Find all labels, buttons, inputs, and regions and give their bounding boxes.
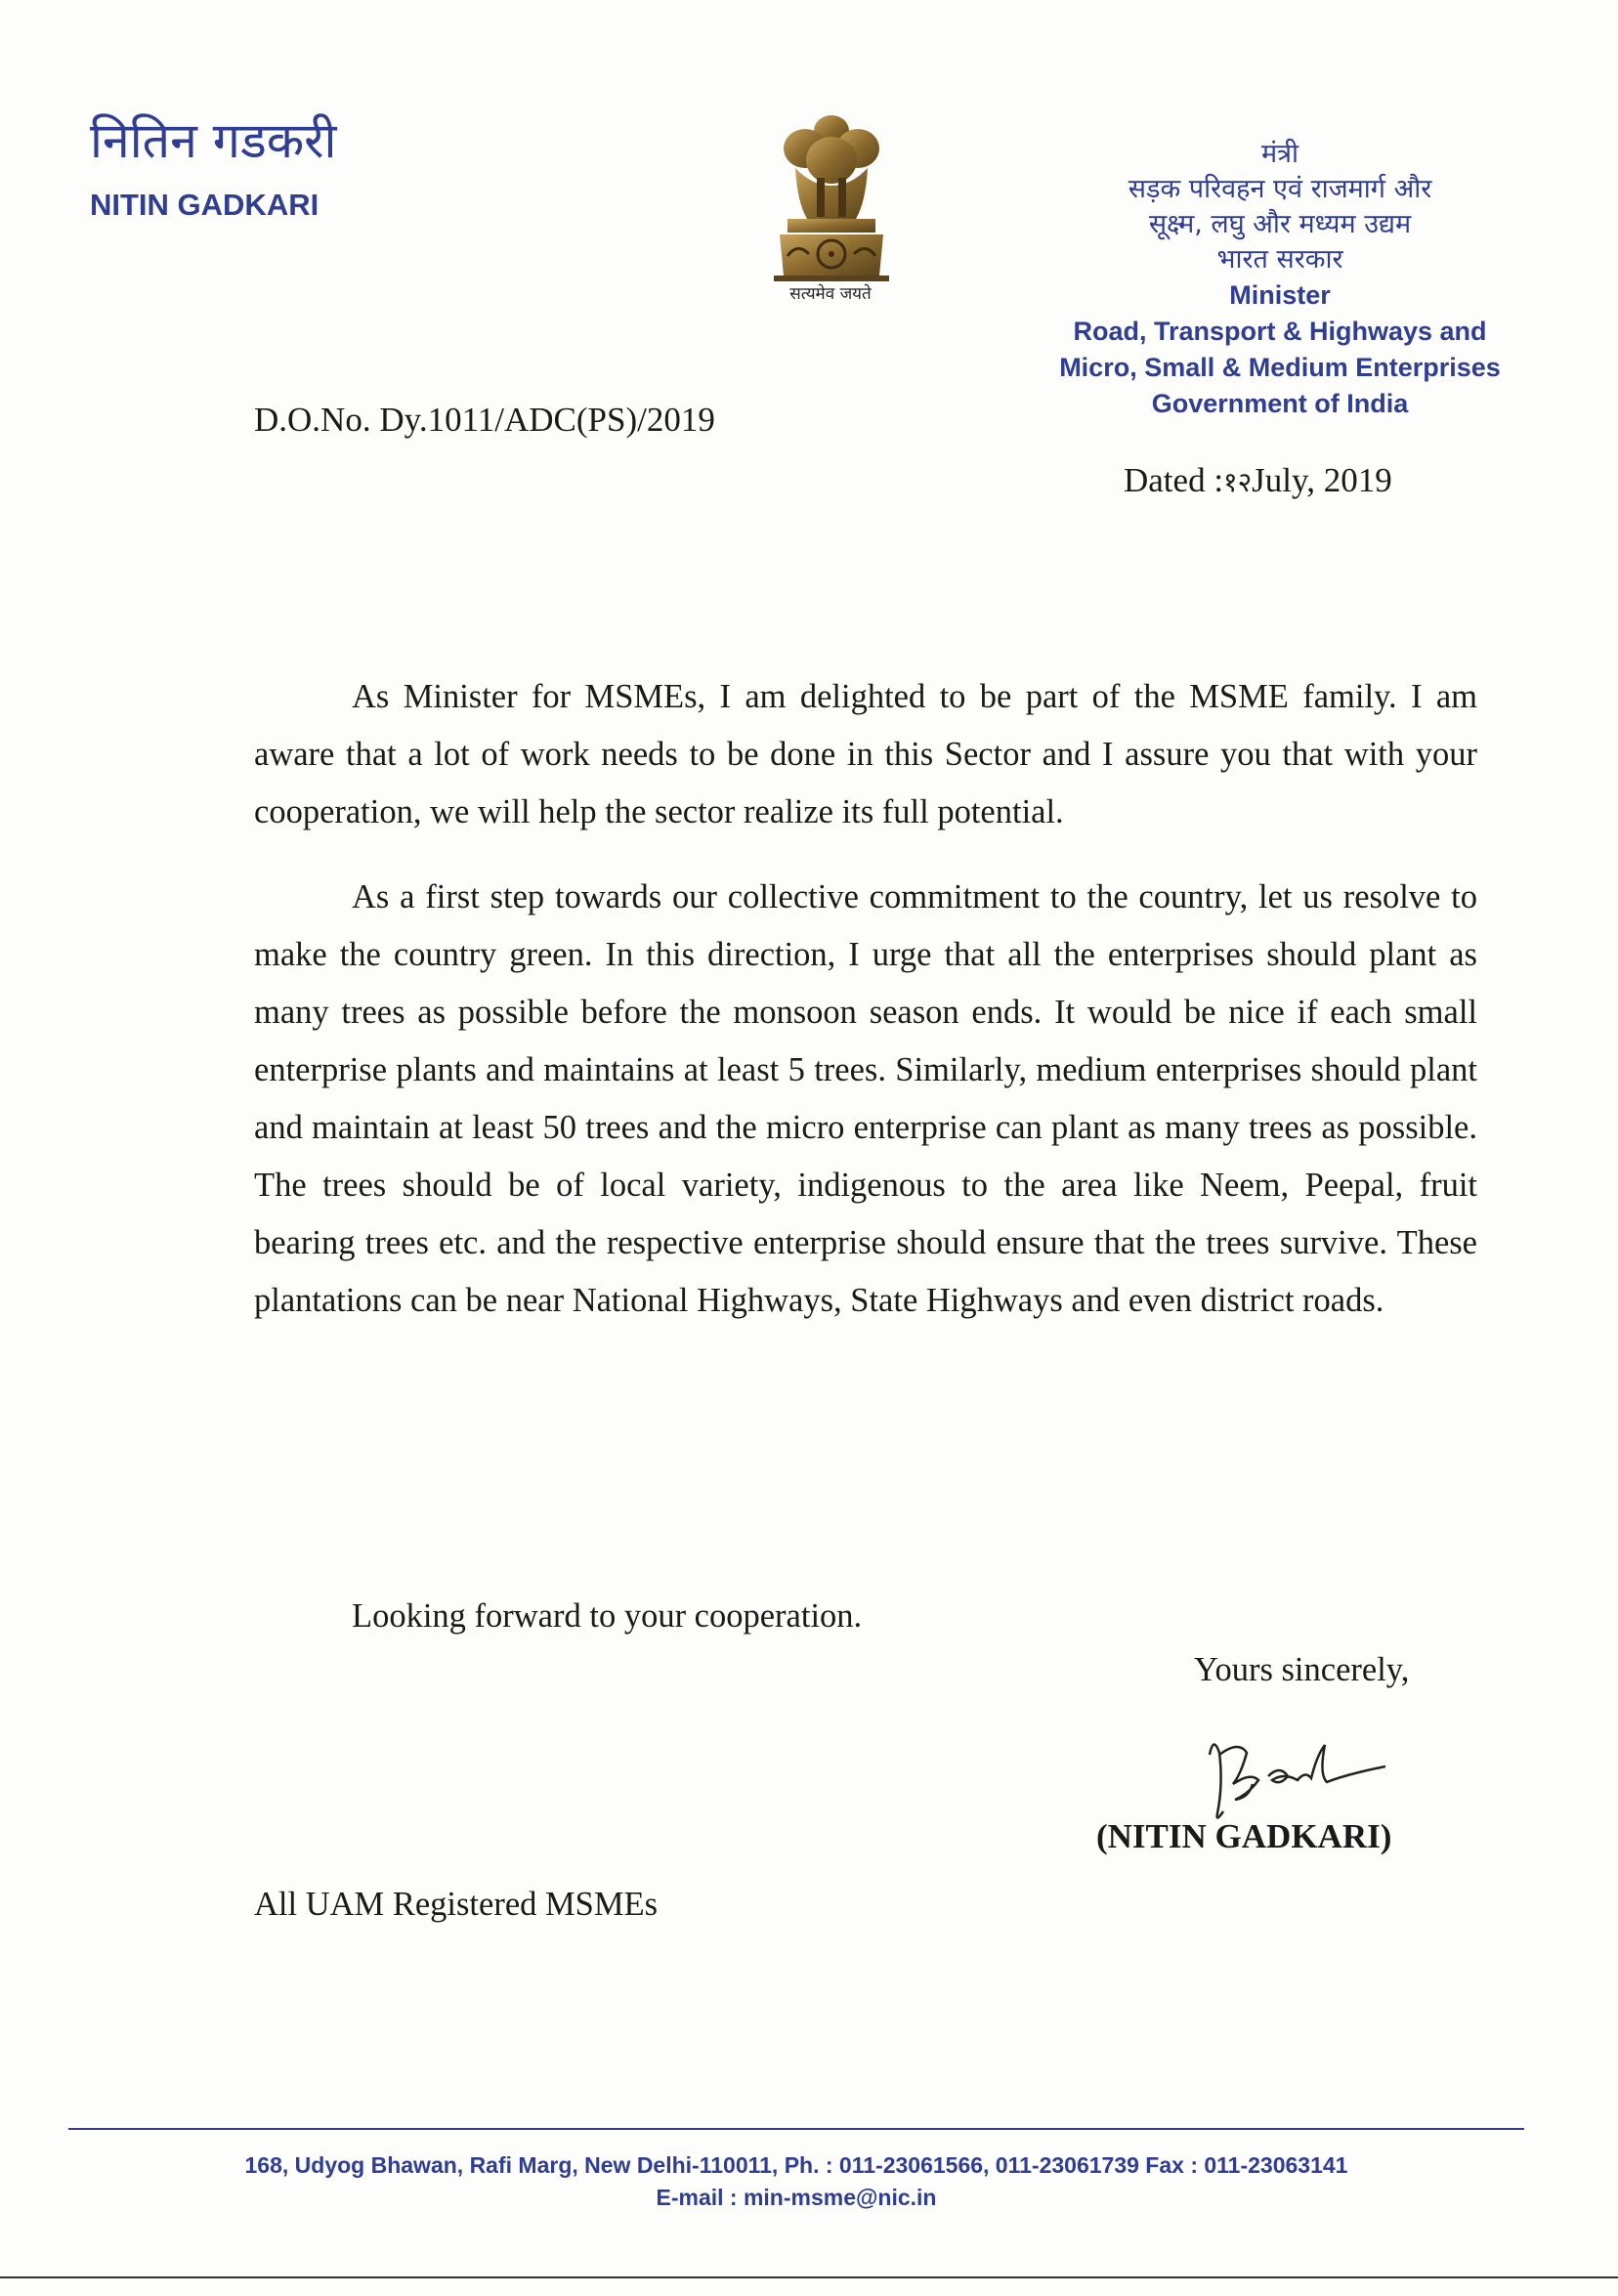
date-prefix: Dated : [1124, 461, 1224, 499]
footer-address: 168, Udyog Bhawan, Rafi Marg, New Delhi-110011, Ph. : 011-23061566, 011-23061739 Fax : 011-23063141 [244, 2152, 1348, 2178]
emblem-motto: सत्यमेव जयते [789, 284, 872, 304]
letterhead-name-english: NITIN GADKARI [90, 188, 319, 222]
footer-email: E-mail : min-msme@nic.in [656, 2185, 937, 2210]
body-paragraph: As Minister for MSMEs, I am delighted to be part of the MSME family. I am aware that a lot of work needs to be done in this Sector and I assure you that with your cooperation, we will help the sector realize its full potential. [254, 678, 1477, 830]
letter-body [254, 668, 1477, 1357]
designation-hindi-line: मंत्री [1260, 139, 1299, 169]
designation-hindi-line: सड़क परिवहन एवं राजमार्ग और [1128, 174, 1432, 204]
footer-divider [68, 2128, 1524, 2130]
addressee: All UAM Registered MSMEs [254, 1886, 659, 1923]
designation-english-line: Government of India [1151, 389, 1409, 418]
footer-address-block [68, 2149, 1524, 2214]
letterhead-name-hindi: नितिन गडकरी [90, 112, 337, 169]
designation-english-line: Road, Transport & Highways and [1073, 317, 1487, 346]
designation-english-line: Micro, Small & Medium Enterprises [1059, 353, 1501, 382]
signer-name: (NITIN GADKARI) [1096, 1817, 1392, 1855]
designation-english-line: Minister [1229, 280, 1331, 310]
designation-hindi-line: सूक्ष्म, लघु और मध्यम उद्यम [1148, 209, 1412, 239]
body-paragraph: As a first step towards our collective commitment to the country, let us resolve to make the country green. In this direction, I urge that all the enterprises should plant as many trees as possible before the monsoon season ends. It would be nice if each small enterprise plants and maintains at least 5 trees. Similarly, medium enterprises should plant and maintain at least 50 trees and the micro enterprise can plant as many trees as possible. The trees should be of local variety, indigenous to the area like Neem, Peepal, fruit bearing trees etc. and the respective enterprise should ensure that the trees survive. These plantations can be near National Highways, State Highways and even district roads. [254, 878, 1477, 1319]
closing-line: Looking forward to your cooperation. [352, 1597, 863, 1635]
designation-block [1016, 137, 1544, 422]
date-month-year: July, 2019 [1252, 461, 1392, 499]
designation-hindi-line: भारत सरकार [1216, 244, 1343, 275]
page-bottom-edge [0, 2276, 1618, 2278]
date-day-handwritten: १२ [1223, 466, 1253, 498]
valediction: Yours sincerely, [1194, 1651, 1410, 1688]
letter-date [1124, 461, 1392, 500]
reference-number: D.O.No. Dy.1011/ADC(PS)/2019 [254, 401, 715, 439]
handwritten-signature [1190, 1716, 1444, 1833]
